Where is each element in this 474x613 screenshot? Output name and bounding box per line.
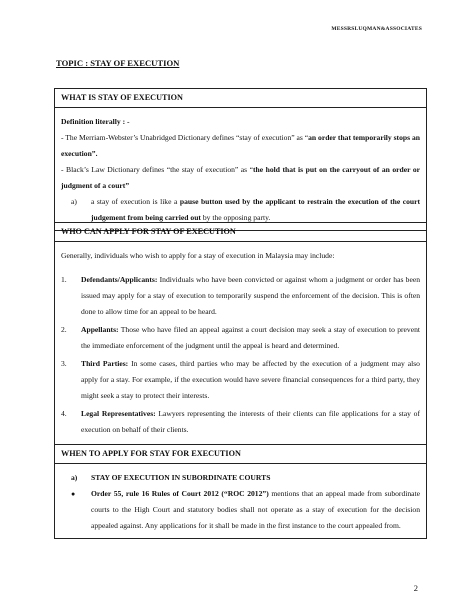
- definition-label: Definition literally : -: [61, 117, 130, 126]
- section-what-is: [54, 88, 427, 231]
- page-number: 2: [413, 583, 418, 593]
- list-item: 2. Appellants: Those who have filed an appeal against a court decision may seek a stay of execution to prevent the immediate enforcement of the judgment until the appeal is heard and determined.: [61, 325, 420, 350]
- section-heading: WHAT IS STAY OF EXECUTION: [55, 89, 426, 108]
- point-marker: a): [71, 197, 77, 206]
- subsection-marker: a): [71, 473, 78, 482]
- section-heading: WHO CAN APPLY FOR STAY OF EXECUTION: [55, 223, 426, 242]
- applicant-list: [61, 272, 420, 438]
- point-a: a) a stay of execution is like a pause button used by the applicant to restrain the execution of the court judgement from being carried out by the opposing party.: [71, 194, 420, 226]
- intro-text: Generally, individuals who wish to apply for a stay of execution in Malaysia may include:: [61, 251, 335, 260]
- section-heading: WHEN TO APPLY FOR STAY FOR EXECUTION: [55, 445, 426, 464]
- subsection-heading: a) STAY OF EXECUTION IN SUBORDINATE COURTS: [71, 470, 420, 486]
- bullet-icon: ●: [71, 490, 76, 498]
- firm-name: MESSRSLUQMAN&ASSOCIATES: [331, 26, 422, 32]
- section-when-to-apply: [54, 444, 427, 539]
- list-item: 1. Defendants/Applicants: Individuals who have been convicted or against whom a judgment or order has been issued may apply for a stay of execution to temporarily suspend the enforcement of the decision. This is often done to allow time for an appeal to be heard.: [61, 275, 420, 316]
- rule-paragraph: ● Order 55, rule 16 Rules of Court 2012 (“ROC 2012”) mentions that an appeal made from subordinate courts to the High Court and statutory bodies shall not operate as a stay of execution for the decision appealed against. Any applications for it shall be made in the first instance to the court appealed from.: [71, 486, 420, 534]
- page-title: TOPIC : STAY OF EXECUTION: [56, 58, 180, 68]
- list-item: 4. Legal Representatives: Lawyers representing the interests of their clients can file applications for a stay of execution on behalf of their clients.: [61, 409, 420, 434]
- section-who-can-apply: [54, 222, 427, 445]
- merriam-webster-definition: - The Merriam-Webster’s Unabridged Dictionary defines “stay of execution” as “an order that temporarily stops an execution”.: [61, 133, 420, 158]
- list-item: 3. Third Parties: In some cases, third parties who may be affected by the execution of a judgment may also apply for a stay. For example, if the execution would have severe financial consequences for a third party, they might seek a stay to protect their interests.: [61, 359, 420, 400]
- blacks-law-definition: - Black’s Law Dictionary defines “the stay of execution” as “the hold that is put on the carryout of an order or judgment of a court”: [61, 165, 420, 190]
